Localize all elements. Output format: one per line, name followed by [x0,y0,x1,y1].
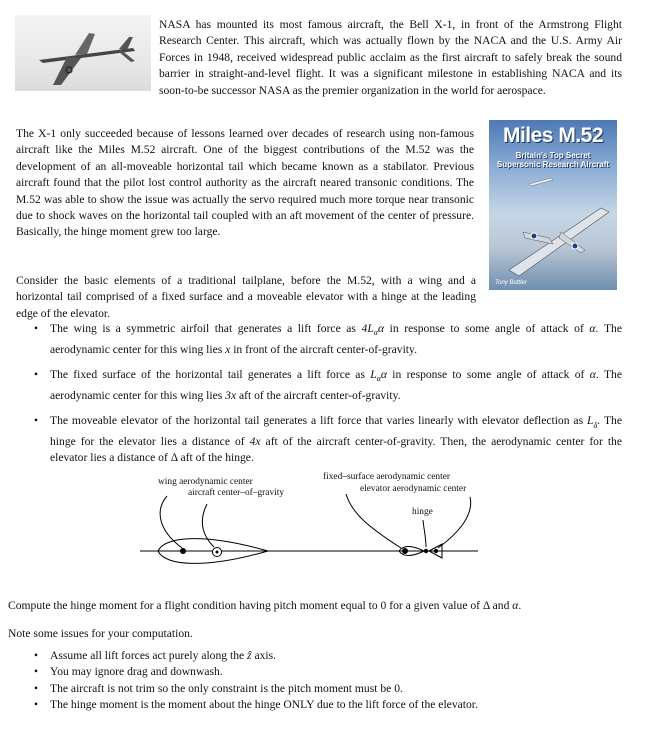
note-paragraph: Note some issues for your computation. [8,627,193,640]
book-author: Tony Buttler [495,280,527,286]
list-item: • The hinge moment is the moment about the hinge ONLY due to the lift force of the elevator. [40,697,600,713]
hinge-dot [424,549,428,553]
compute-paragraph: Compute the hinge moment for a flight condition having pitch moment equal to 0 for a given value of Δ and α. [8,599,522,612]
label-elevator-ac: elevator aerodynamic center [360,484,467,494]
list-item: • The moveable elevator of the horizontal tail generates a lift force that varies linearly with elevator deflection as $L_\delta$. The hinge for the elevator lies a distance of 4x aft of the aircraft center-of-gravity. Then, the aerodynamic center for the elevator lies a distance of Δ aft of the hinge. [34,414,622,465]
x1-paragraph: The X-1 only succeeded because of lessons learned over decades of research using non-famous aircraft like the Miles M.52 aircraft. One of the biggest contributions of the M.52 was the development of an all-moveable horizontal tail which became known as a stabilator. Previous aircraft found that the pilot lost control authority as the aircraft neared transonic conditions. The M.52 was able to show the issue was actually the servo required much more torque near transonic due to shock waves on the horizontal tail coupled with an aft movement of the center of pressure. Basically, the hinge moment grew too large. [16,127,474,239]
cg-marker-center [216,551,219,554]
elevator-ac-pointer [438,497,471,548]
diagram-drawing [0,470,667,580]
intro-paragraph: NASA has mounted its most famous aircraft, the Bell X-1, in front of the Armstrong Flight Research Center. This aircraft, which was actually flown by the NACA and the U.S. Army Air Forces in 1948, received widespread public acclaim as the first aircraft to safely break the sound barrier in straight-and-level flight. It was a significant milestone in establishing NACA and its soon-to-be successor NASA as the premier organization in the world for aerospace. [159,18,622,97]
wing-ac-dot [180,548,186,554]
fixed-ac-pointer [346,494,401,548]
miles-m52-book-cover [489,120,617,290]
m52-aircraft-icon [489,120,617,290]
cg-pointer [202,504,214,547]
book-title: Miles M.52 [502,124,604,147]
bullet-glyph: • [34,698,39,712]
fixed-ac-dot [402,548,408,554]
bell-x1-photo [15,15,151,91]
tailplane-elements-list [34,321,623,476]
consider-paragraph: Consider the basic elements of a traditional tailplane, before the M.52, with a wing and a horizontal tail comprised of a fixed surface and a moveable elevator with a hinge at the leading edge of the elevator. [16,274,476,320]
elevator-ac-dot [434,549,438,553]
wing-ac-pointer [160,496,182,548]
list-item: • You may ignore drag and downwash. [40,664,600,680]
label-fixed-ac: fixed–surface aerodynamic center [323,472,451,482]
book-subtitle-line2: Supersonic Research Aircraft [496,160,610,169]
list-item: • The aircraft is not trim so the only constraint is the pitch moment must be 0. [40,681,600,697]
tailplane-diagram [0,470,667,580]
bell-x1-aircraft-icon [15,15,151,91]
list-item: • Assume all lift forces act purely along the ẑ axis. [34,649,277,662]
label-hinge: hinge [412,507,433,517]
computation-notes-list [34,648,600,714]
list-item: • The fixed surface of the horizontal tail generates a lift force as $L_\alpha\alpha$ in response to some angle of attack of α. The aerodynamic center for this wing lies 3x aft of the aircraft center-of-gravity. [34,368,623,402]
list-item: • The wing is a symmetric airfoil that generates a lift force as $4L_\alpha\alpha$ in response to some angle of attack of α. The aerodynamic center for this wing lies x in front of the aircraft center-of-gravity. [34,322,622,356]
label-cg: aircraft center–of–gravity [188,488,285,498]
label-wing-ac: wing aerodynamic center [158,477,253,487]
book-subtitle-line1: Britain's Top Secret [515,151,591,160]
bullet-glyph: • [34,665,39,679]
bullet-glyph: • [34,681,39,695]
hinge-pointer [423,520,426,547]
